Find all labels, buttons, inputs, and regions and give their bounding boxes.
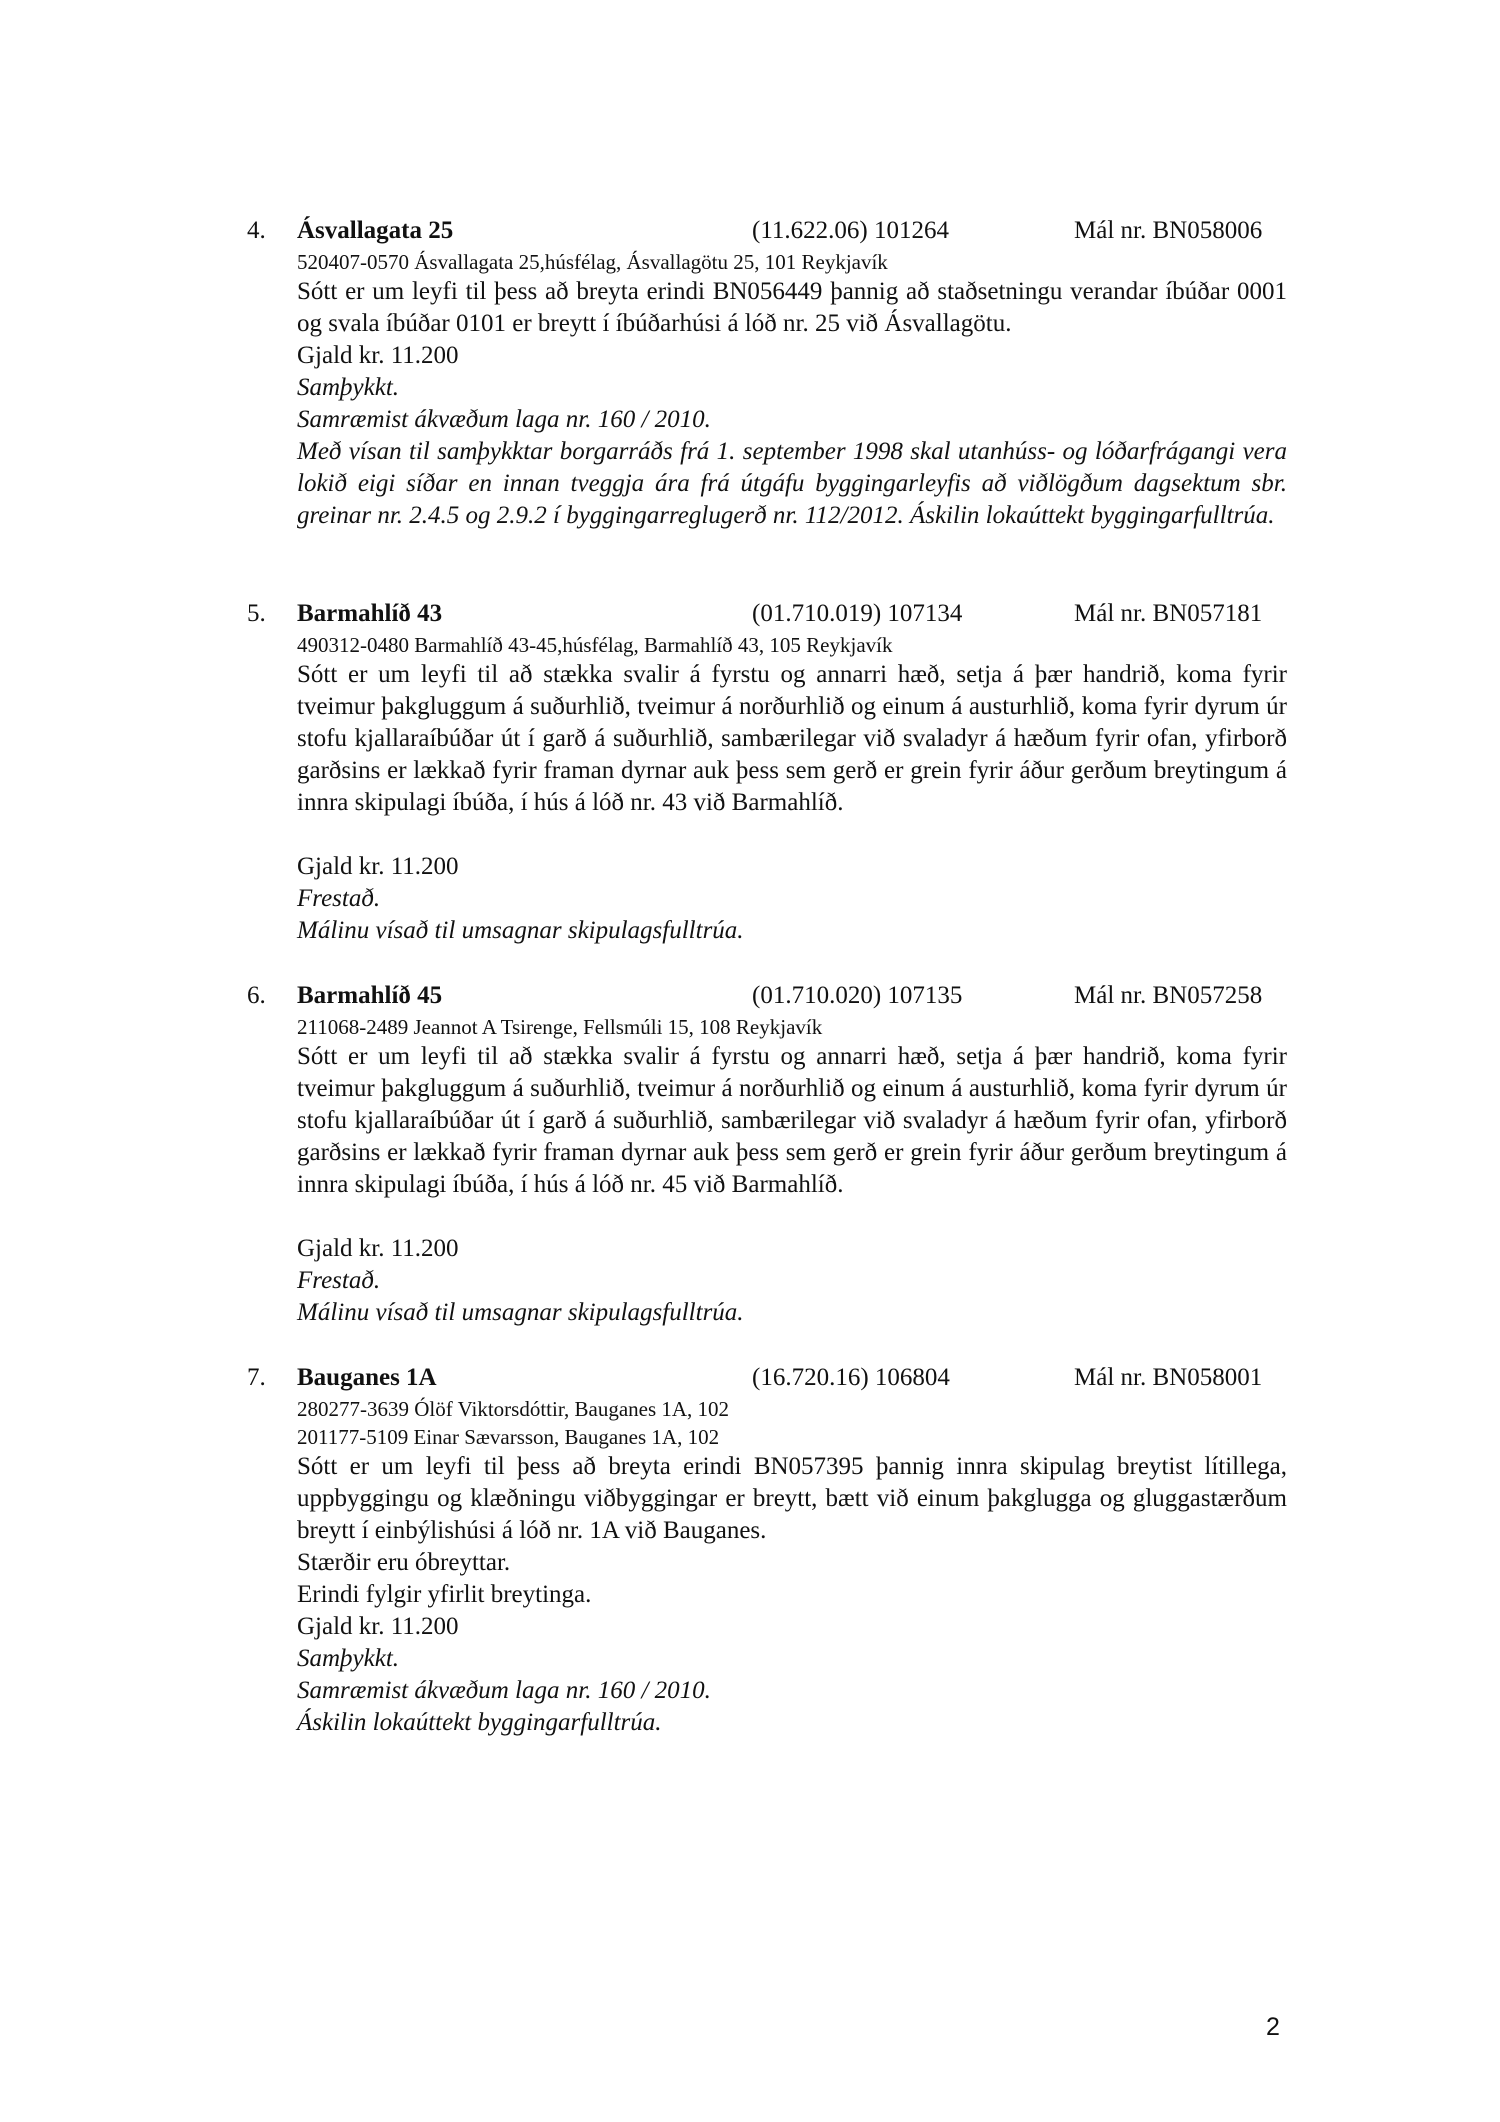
- case-number: Mál nr. BN058006: [1074, 217, 1263, 244]
- applicant: 490312-0480 Barmahlíð 43-45,húsfélag, Barmahlíð 43, 105 Reykjavík: [297, 633, 893, 657]
- extra-line: Stærðir eru óbreyttar.: [297, 1549, 511, 1576]
- fee: Gjald kr. 11.200: [297, 342, 459, 369]
- item-title: Bauganes 1A: [297, 1364, 437, 1391]
- applicant: 201177-5109 Einar Sævarsson, Bauganes 1A, 102: [297, 1425, 720, 1449]
- item-title: Barmahlíð 45: [297, 982, 443, 1009]
- note: Málinu vísað til umsagnar skipulagsfulltrúa.: [297, 1299, 744, 1326]
- extra-line: Erindi fylgir yfirlit breytinga.: [297, 1581, 592, 1608]
- land-id: (16.720.16) 106804: [752, 1364, 950, 1391]
- item-number: 4.: [247, 217, 266, 244]
- fee: Gjald kr. 11.200: [297, 853, 459, 880]
- case-number: Mál nr. BN058001: [1074, 1364, 1263, 1391]
- item-description: Sótt er um leyfi til að stækka svalir á fyrstu og annarri hæð, setja á þær handrið, koma fyrir tveimur þakgluggum á suðurhlið, tveimur á norðurhlið og einum á austurhlið, koma fyrir dyrum úr stofu kjallaraíbúðar út í garð á suðurhlið, sambærilegar við svaladyr á hæðum fyrir ofan, yfirborð garðsins er lækkað fyrir framan dyrnar auk þess sem gerð er grein fyrir áður gerðum breytingum á innra skipulagi íbúða, í hús á lóð nr. 43 við Barmahlíð.: [297, 661, 1287, 816]
- decision: Samþykkt.: [297, 1645, 400, 1672]
- note: Áskilin lokaúttekt byggingarfulltrúa.: [297, 1709, 662, 1736]
- case-number: Mál nr. BN057181: [1074, 600, 1263, 627]
- item-number: 7.: [247, 1364, 266, 1391]
- item-number: 6.: [247, 982, 266, 1009]
- case-number: Mál nr. BN057258: [1074, 982, 1263, 1009]
- land-id: (01.710.020) 107135: [752, 982, 963, 1009]
- decision: Frestað.: [297, 885, 381, 912]
- note: Samræmist ákvæðum laga nr. 160 / 2010.: [297, 406, 711, 433]
- applicant: 211068-2489 Jeannot A Tsirenge, Fellsmúli 15, 108 Reykjavík: [297, 1015, 823, 1039]
- item-title: Barmahlíð 43: [297, 600, 443, 627]
- long-note: Með vísan til samþykktar borgarráðs frá 1. september 1998 skal utanhúss- og lóðarfrágangi vera lokið eigi síðar en innan tveggja ára frá útgáfu byggingarleyfis að viðlögðum dagsektum sbr. greinar nr. 2.4.5 og 2.9.2 í byggingarreglugerð nr. 112/2012. Áskilin lokaúttekt byggingarfulltrúa.: [297, 438, 1287, 529]
- land-id: (11.622.06) 101264: [752, 217, 949, 244]
- applicant: 520407-0570 Ásvallagata 25,húsfélag, Ásvallagötu 25, 101 Reykjavík: [297, 250, 888, 274]
- fee: Gjald kr. 11.200: [297, 1613, 459, 1640]
- decision: Frestað.: [297, 1267, 381, 1294]
- fee: Gjald kr. 11.200: [297, 1235, 459, 1262]
- item-description: Sótt er um leyfi til þess að breyta erindi BN057395 þannig innra skipulag breytist lítillega, uppbyggingu og klæðningu viðbyggingar er breytt, bætt við einum þakglugga og gluggastærðum breytt í einbýlishúsi á lóð nr. 1A við Bauganes.: [297, 1453, 1287, 1544]
- item-number: 5.: [247, 600, 266, 627]
- note: Samræmist ákvæðum laga nr. 160 / 2010.: [297, 1677, 711, 1704]
- note: Málinu vísað til umsagnar skipulagsfulltrúa.: [297, 917, 744, 944]
- item-title: Ásvallagata 25: [297, 217, 454, 244]
- applicant: 280277-3639 Ólöf Viktorsdóttir, Bauganes 1A, 102: [297, 1397, 730, 1421]
- decision: Samþykkt.: [297, 374, 400, 401]
- item-description: Sótt er um leyfi til þess að breyta erindi BN056449 þannig að staðsetningu verandar íbúðar 0001 og svala íbúðar 0101 er breytt í íbúðarhúsi á lóð nr. 25 við Ásvallagötu.: [297, 278, 1287, 337]
- item-description: Sótt er um leyfi til að stækka svalir á fyrstu og annarri hæð, setja á þær handrið, koma fyrir tveimur þakgluggum á suðurhlið, tveimur á norðurhlið og einum á austurhlið, koma fyrir dyrum úr stofu kjallaraíbúðar út í garð á suðurhlið, sambærilegar við svaladyr á hæðum fyrir ofan, yfirborð garðsins er lækkað fyrir framan dyrnar auk þess sem gerð er grein fyrir áður gerðum breytingum á innra skipulagi íbúða, í hús á lóð nr. 45 við Barmahlíð.: [297, 1043, 1287, 1198]
- page-number: 2: [1266, 2013, 1280, 2041]
- land-id: (01.710.019) 107134: [752, 600, 963, 627]
